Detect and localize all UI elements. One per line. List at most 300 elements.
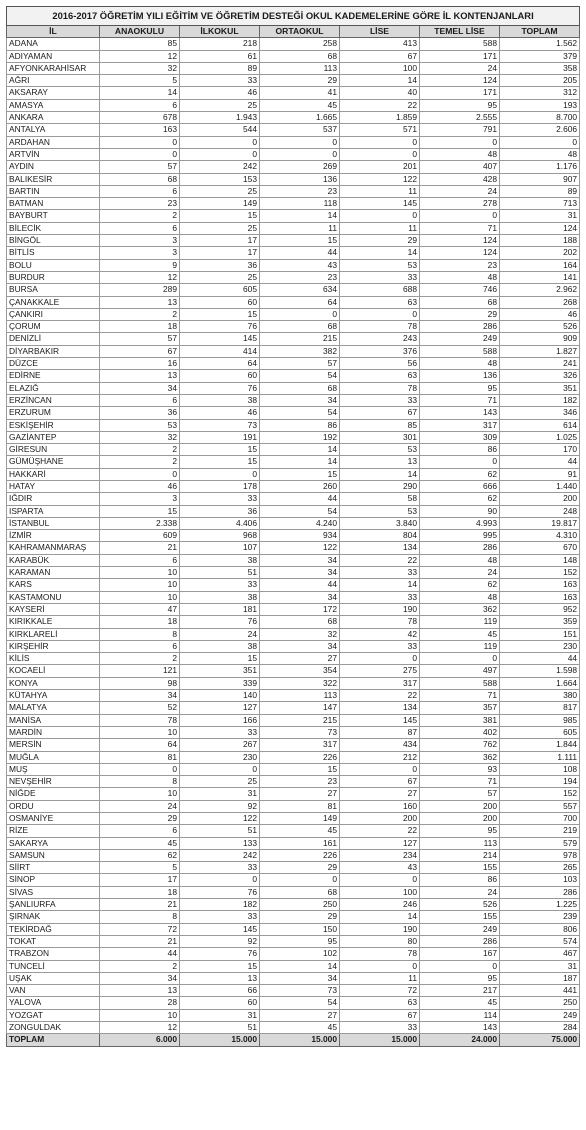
cell-il: AFYONKARAHİSAR <box>7 62 100 74</box>
cell-il: ANKARA <box>7 112 100 124</box>
cell-toplam: 1.827 <box>500 345 580 357</box>
cell-temel-lise: 24 <box>420 62 500 74</box>
cell-il: HAKKARİ <box>7 468 100 480</box>
cell-toplam: 248 <box>500 505 580 517</box>
cell-lise: 688 <box>340 284 420 296</box>
cell-ortaokul: 226 <box>260 849 340 861</box>
cell-ortaokul: 226 <box>260 751 340 763</box>
cell-lise: 63 <box>340 370 420 382</box>
cell-il: ŞANLIURFA <box>7 899 100 911</box>
cell-anaokulu: 8 <box>100 911 180 923</box>
cell-temel-lise: 71 <box>420 394 500 406</box>
cell-ortaokul: 147 <box>260 702 340 714</box>
cell-il: VAN <box>7 985 100 997</box>
cell-il: ÇANKIRI <box>7 308 100 320</box>
cell-temel-lise: 48 <box>420 358 500 370</box>
cell-anaokulu: 78 <box>100 714 180 726</box>
cell-toplam: 713 <box>500 198 580 210</box>
cell-anaokulu: 52 <box>100 702 180 714</box>
cell-ortaokul: 0 <box>260 148 340 160</box>
cell-il: OSMANİYE <box>7 813 100 825</box>
cell-ortaokul: 4.240 <box>260 517 340 529</box>
cell-temel-lise: 113 <box>420 837 500 849</box>
cell-ilkokul: 60 <box>180 296 260 308</box>
cell-toplam: 194 <box>500 776 580 788</box>
cell-lise: 160 <box>340 800 420 812</box>
cell-ortaokul: 161 <box>260 837 340 849</box>
cell-lise: 78 <box>340 382 420 394</box>
cell-temel-lise: 29 <box>420 308 500 320</box>
cell-il: YALOVA <box>7 997 100 1009</box>
col-header-temel-lise: TEMEL LİSE <box>420 26 500 38</box>
cell-lise: 22 <box>340 554 420 566</box>
cell-anaokulu: 10 <box>100 1009 180 1021</box>
cell-temel-lise: 362 <box>420 603 500 615</box>
cell-il: BALIKESİR <box>7 173 100 185</box>
cell-temel-lise: 428 <box>420 173 500 185</box>
total-lise: 15.000 <box>340 1034 420 1046</box>
cell-anaokulu: 36 <box>100 407 180 419</box>
cell-lise: 234 <box>340 849 420 861</box>
cell-ortaokul: 34 <box>260 972 340 984</box>
cell-anaokulu: 121 <box>100 665 180 677</box>
cell-lise: 78 <box>340 616 420 628</box>
table-row <box>7 874 580 886</box>
cell-anaokulu: 21 <box>100 542 180 554</box>
cell-ilkokul: 414 <box>180 345 260 357</box>
cell-temel-lise: 0 <box>420 136 500 148</box>
cell-il: İZMİR <box>7 530 100 542</box>
total-ortaokul: 15.000 <box>260 1034 340 1046</box>
cell-ilkokul: 605 <box>180 284 260 296</box>
cell-lise: 53 <box>340 259 420 271</box>
cell-toplam: 985 <box>500 714 580 726</box>
cell-temel-lise: 119 <box>420 640 500 652</box>
cell-temel-lise: 4.993 <box>420 517 500 529</box>
cell-ortaokul: 95 <box>260 935 340 947</box>
cell-toplam: 1.562 <box>500 38 580 50</box>
cell-toplam: 163 <box>500 591 580 603</box>
cell-ilkokul: 127 <box>180 702 260 714</box>
cell-il: BAYBURT <box>7 210 100 222</box>
cell-temel-lise: 249 <box>420 333 500 345</box>
cell-il: ERZURUM <box>7 407 100 419</box>
cell-ortaokul: 45 <box>260 1022 340 1034</box>
cell-toplam: 817 <box>500 702 580 714</box>
cell-ortaokul: 113 <box>260 690 340 702</box>
cell-lise: 14 <box>340 75 420 87</box>
cell-ortaokul: 15 <box>260 468 340 480</box>
table-row <box>7 505 580 517</box>
table-row <box>7 751 580 763</box>
cell-il: ERZİNCAN <box>7 394 100 406</box>
cell-anaokulu: 29 <box>100 813 180 825</box>
cell-anaokulu: 47 <box>100 603 180 615</box>
table-row <box>7 99 580 111</box>
cell-toplam: 170 <box>500 444 580 456</box>
cell-lise: 63 <box>340 296 420 308</box>
cell-lise: 0 <box>340 763 420 775</box>
cell-toplam: 164 <box>500 259 580 271</box>
cell-ilkokul: 0 <box>180 148 260 160</box>
cell-temel-lise: 357 <box>420 702 500 714</box>
cell-temel-lise: 526 <box>420 899 500 911</box>
cell-temel-lise: 0 <box>420 456 500 468</box>
cell-anaokulu: 0 <box>100 468 180 480</box>
cell-il: BİTLİS <box>7 247 100 259</box>
cell-anaokulu: 2 <box>100 960 180 972</box>
cell-ilkokul: 0 <box>180 763 260 775</box>
cell-toplam: 1.844 <box>500 739 580 751</box>
cell-lise: 33 <box>340 567 420 579</box>
cell-temel-lise: 45 <box>420 628 500 640</box>
cell-anaokulu: 16 <box>100 358 180 370</box>
cell-il: MARDİN <box>7 726 100 738</box>
total-anaokulu: 6.000 <box>100 1034 180 1046</box>
cell-anaokulu: 17 <box>100 874 180 886</box>
cell-anaokulu: 45 <box>100 837 180 849</box>
table-row <box>7 136 580 148</box>
cell-lise: 376 <box>340 345 420 357</box>
cell-lise: 317 <box>340 677 420 689</box>
cell-ilkokul: 33 <box>180 579 260 591</box>
table-row <box>7 628 580 640</box>
col-header-ilkokul: İLKOKUL <box>180 26 260 38</box>
cell-ortaokul: 32 <box>260 628 340 640</box>
cell-il: UŞAK <box>7 972 100 984</box>
table-row <box>7 431 580 443</box>
table-row <box>7 813 580 825</box>
cell-il: ARTVİN <box>7 148 100 160</box>
cell-lise: 134 <box>340 702 420 714</box>
cell-il: TEKİRDAĞ <box>7 923 100 935</box>
cell-temel-lise: 119 <box>420 616 500 628</box>
cell-lise: 122 <box>340 173 420 185</box>
cell-lise: 246 <box>340 899 420 911</box>
cell-lise: 1.859 <box>340 112 420 124</box>
cell-ilkokul: 17 <box>180 247 260 259</box>
cell-temel-lise: 95 <box>420 972 500 984</box>
cell-anaokulu: 5 <box>100 862 180 874</box>
cell-lise: 14 <box>340 579 420 591</box>
col-header-toplam: TOPLAM <box>500 26 580 38</box>
table-row <box>7 935 580 947</box>
cell-lise: 27 <box>340 788 420 800</box>
table-row <box>7 653 580 665</box>
table-row <box>7 50 580 62</box>
cell-anaokulu: 15 <box>100 505 180 517</box>
table-row <box>7 603 580 615</box>
cell-lise: 58 <box>340 493 420 505</box>
cell-il: KAHRAMANMARAŞ <box>7 542 100 554</box>
cell-ilkokul: 15 <box>180 308 260 320</box>
cell-ortaokul: 23 <box>260 185 340 197</box>
cell-anaokulu: 62 <box>100 849 180 861</box>
cell-anaokulu: 5 <box>100 75 180 87</box>
cell-il: KARS <box>7 579 100 591</box>
cell-anaokulu: 2 <box>100 456 180 468</box>
cell-toplam: 193 <box>500 99 580 111</box>
cell-lise: 53 <box>340 444 420 456</box>
cell-il: ARDAHAN <box>7 136 100 148</box>
cell-temel-lise: 24 <box>420 185 500 197</box>
cell-ilkokul: 544 <box>180 124 260 136</box>
cell-ortaokul: 54 <box>260 370 340 382</box>
cell-lise: 22 <box>340 825 420 837</box>
cell-il: GÜMÜŞHANE <box>7 456 100 468</box>
cell-il: AKSARAY <box>7 87 100 99</box>
cell-anaokulu: 6 <box>100 99 180 111</box>
table-row <box>7 960 580 972</box>
cell-temel-lise: 48 <box>420 148 500 160</box>
cell-ilkokul: 218 <box>180 38 260 50</box>
table-row <box>7 173 580 185</box>
cell-anaokulu: 53 <box>100 419 180 431</box>
cell-toplam: 346 <box>500 407 580 419</box>
table-row <box>7 640 580 652</box>
table-row <box>7 296 580 308</box>
cell-toplam: 205 <box>500 75 580 87</box>
cell-ortaokul: 34 <box>260 640 340 652</box>
cell-ilkokul: 15 <box>180 960 260 972</box>
cell-ilkokul: 1.943 <box>180 112 260 124</box>
table-row <box>7 591 580 603</box>
cell-anaokulu: 6 <box>100 185 180 197</box>
cell-lise: 11 <box>340 185 420 197</box>
cell-anaokulu: 609 <box>100 530 180 542</box>
cell-il: KÜTAHYA <box>7 690 100 702</box>
cell-il: TOKAT <box>7 935 100 947</box>
table-row <box>7 825 580 837</box>
cell-ortaokul: 68 <box>260 50 340 62</box>
cell-toplam: 605 <box>500 726 580 738</box>
cell-lise: 85 <box>340 419 420 431</box>
cell-anaokulu: 68 <box>100 173 180 185</box>
cell-anaokulu: 32 <box>100 431 180 443</box>
cell-temel-lise: 71 <box>420 776 500 788</box>
cell-il: KİLİS <box>7 653 100 665</box>
cell-lise: 33 <box>340 1022 420 1034</box>
table-row <box>7 911 580 923</box>
cell-toplam: 48 <box>500 148 580 160</box>
cell-ilkokul: 51 <box>180 1022 260 1034</box>
table-row <box>7 235 580 247</box>
table-row <box>7 148 580 160</box>
cell-ilkokul: 33 <box>180 911 260 923</box>
cell-ortaokul: 27 <box>260 1009 340 1021</box>
cell-lise: 100 <box>340 62 420 74</box>
table-row <box>7 948 580 960</box>
cell-ortaokul: 81 <box>260 800 340 812</box>
cell-lise: 33 <box>340 591 420 603</box>
table-row <box>7 185 580 197</box>
cell-ilkokul: 25 <box>180 271 260 283</box>
cell-ortaokul: 537 <box>260 124 340 136</box>
cell-anaokulu: 21 <box>100 935 180 947</box>
cell-il: ZONGULDAK <box>7 1022 100 1034</box>
cell-ortaokul: 14 <box>260 210 340 222</box>
cell-lise: 145 <box>340 714 420 726</box>
cell-il: GİRESUN <box>7 444 100 456</box>
cell-toplam: 265 <box>500 862 580 874</box>
cell-ilkokul: 4.406 <box>180 517 260 529</box>
cell-temel-lise: 23 <box>420 259 500 271</box>
cell-temel-lise: 48 <box>420 554 500 566</box>
cell-toplam: 2.606 <box>500 124 580 136</box>
cell-lise: 275 <box>340 665 420 677</box>
cell-temel-lise: 95 <box>420 825 500 837</box>
cell-temel-lise: 746 <box>420 284 500 296</box>
cell-temel-lise: 2.555 <box>420 112 500 124</box>
cell-anaokulu: 6 <box>100 394 180 406</box>
cell-toplam: 230 <box>500 640 580 652</box>
cell-temel-lise: 155 <box>420 862 500 874</box>
cell-toplam: 219 <box>500 825 580 837</box>
cell-ilkokul: 38 <box>180 640 260 652</box>
cell-temel-lise: 995 <box>420 530 500 542</box>
cell-temel-lise: 62 <box>420 468 500 480</box>
cell-anaokulu: 10 <box>100 726 180 738</box>
cell-ilkokul: 33 <box>180 862 260 874</box>
cell-ortaokul: 122 <box>260 542 340 554</box>
cell-toplam: 89 <box>500 185 580 197</box>
cell-toplam: 1.111 <box>500 751 580 763</box>
cell-lise: 301 <box>340 431 420 443</box>
cell-anaokulu: 3 <box>100 493 180 505</box>
table-row <box>7 271 580 283</box>
cell-il: IĞDIR <box>7 493 100 505</box>
cell-toplam: 31 <box>500 960 580 972</box>
cell-il: KARAMAN <box>7 567 100 579</box>
table-row <box>7 284 580 296</box>
cell-anaokulu: 67 <box>100 345 180 357</box>
cell-toplam: 250 <box>500 997 580 1009</box>
cell-il: BURSA <box>7 284 100 296</box>
cell-toplam: 557 <box>500 800 580 812</box>
cell-lise: 67 <box>340 776 420 788</box>
cell-lise: 3.840 <box>340 517 420 529</box>
cell-lise: 14 <box>340 468 420 480</box>
cell-ilkokul: 46 <box>180 87 260 99</box>
cell-anaokulu: 34 <box>100 690 180 702</box>
col-header-anaokulu: ANAOKULU <box>100 26 180 38</box>
table-row <box>7 358 580 370</box>
cell-lise: 67 <box>340 50 420 62</box>
cell-lise: 0 <box>340 960 420 972</box>
cell-lise: 87 <box>340 726 420 738</box>
cell-temel-lise: 0 <box>420 653 500 665</box>
table-row <box>7 198 580 210</box>
cell-il: NİĞDE <box>7 788 100 800</box>
table-row <box>7 690 580 702</box>
cell-ortaokul: 15 <box>260 763 340 775</box>
cell-temel-lise: 57 <box>420 788 500 800</box>
cell-ilkokul: 60 <box>180 370 260 382</box>
cell-temel-lise: 86 <box>420 444 500 456</box>
cell-anaokulu: 64 <box>100 739 180 751</box>
cell-ortaokul: 15 <box>260 235 340 247</box>
cell-temel-lise: 278 <box>420 198 500 210</box>
total-temel-lise: 24.000 <box>420 1034 500 1046</box>
table-row <box>7 530 580 542</box>
cell-toplam: 19.817 <box>500 517 580 529</box>
cell-lise: 0 <box>340 148 420 160</box>
cell-il: ESKİŞEHİR <box>7 419 100 431</box>
cell-lise: 413 <box>340 38 420 50</box>
cell-ortaokul: 1.665 <box>260 112 340 124</box>
cell-lise: 42 <box>340 628 420 640</box>
cell-lise: 127 <box>340 837 420 849</box>
cell-temel-lise: 24 <box>420 567 500 579</box>
cell-toplam: 358 <box>500 62 580 74</box>
cell-ilkokul: 15 <box>180 653 260 665</box>
cell-lise: 243 <box>340 333 420 345</box>
cell-il: EDİRNE <box>7 370 100 382</box>
cell-ortaokul: 57 <box>260 358 340 370</box>
col-header-il: İL <box>7 26 100 38</box>
cell-ortaokul: 14 <box>260 444 340 456</box>
cell-il: MANİSA <box>7 714 100 726</box>
cell-anaokulu: 2.338 <box>100 517 180 529</box>
cell-il: KIRŞEHİR <box>7 640 100 652</box>
cell-anaokulu: 163 <box>100 124 180 136</box>
cell-temel-lise: 124 <box>420 235 500 247</box>
cell-lise: 804 <box>340 530 420 542</box>
cell-lise: 78 <box>340 321 420 333</box>
cell-toplam: 526 <box>500 321 580 333</box>
cell-temel-lise: 588 <box>420 345 500 357</box>
cell-ilkokul: 31 <box>180 788 260 800</box>
cell-ilkokul: 38 <box>180 554 260 566</box>
cell-il: BATMAN <box>7 198 100 210</box>
cell-lise: 29 <box>340 235 420 247</box>
cell-ilkokul: 15 <box>180 210 260 222</box>
cell-ortaokul: 215 <box>260 333 340 345</box>
cell-il: KAYSERİ <box>7 603 100 615</box>
cell-lise: 22 <box>340 690 420 702</box>
cell-ilkokul: 145 <box>180 923 260 935</box>
cell-temel-lise: 171 <box>420 50 500 62</box>
header-row <box>7 26 580 38</box>
cell-temel-lise: 24 <box>420 886 500 898</box>
cell-toplam: 44 <box>500 653 580 665</box>
total-toplam: 75.000 <box>500 1034 580 1046</box>
cell-lise: 0 <box>340 136 420 148</box>
table-row <box>7 161 580 173</box>
cell-lise: 0 <box>340 874 420 886</box>
cell-anaokulu: 21 <box>100 899 180 911</box>
cell-ilkokul: 107 <box>180 542 260 554</box>
cell-ortaokul: 14 <box>260 456 340 468</box>
cell-toplam: 241 <box>500 358 580 370</box>
cell-ortaokul: 27 <box>260 788 340 800</box>
cell-ortaokul: 68 <box>260 616 340 628</box>
table-title: 2016-2017 ÖĞRETİM YILI EĞİTİM VE ÖĞRETİM DESTEĞİ OKUL KADEMELERİNE GÖRE İL KONTENJANLARI <box>7 7 580 26</box>
cell-ortaokul: 258 <box>260 38 340 50</box>
cell-toplam: 286 <box>500 886 580 898</box>
cell-ortaokul: 172 <box>260 603 340 615</box>
cell-ilkokul: 153 <box>180 173 260 185</box>
cell-il: DİYARBAKIR <box>7 345 100 357</box>
cell-toplam: 182 <box>500 394 580 406</box>
cell-ilkokul: 31 <box>180 1009 260 1021</box>
cell-temel-lise: 93 <box>420 763 500 775</box>
cell-il: DÜZCE <box>7 358 100 370</box>
cell-temel-lise: 286 <box>420 542 500 554</box>
cell-ilkokul: 25 <box>180 222 260 234</box>
cell-ilkokul: 51 <box>180 825 260 837</box>
cell-ilkokul: 133 <box>180 837 260 849</box>
